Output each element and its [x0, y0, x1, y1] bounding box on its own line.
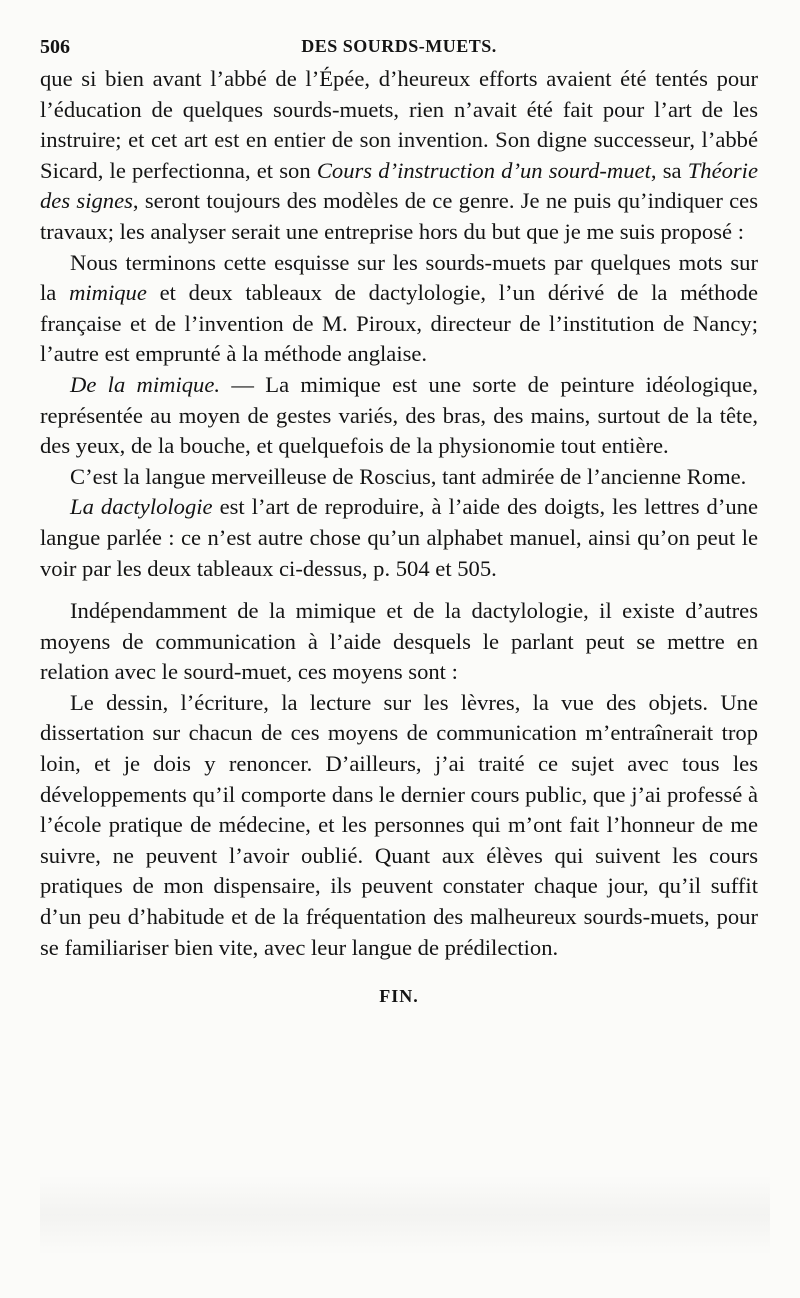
term-mimique: mimique	[69, 280, 147, 306]
paragraph-2-text-a: Nous terminons cette esquisse sur les sourds-muets par quelques mots sur la	[40, 249, 758, 306]
page-number: 506	[40, 36, 70, 58]
end-mark: FIN.	[379, 986, 419, 1007]
paragraph-5-text: est l’art de reproduire, à l’aide des doigts, les lettres d’une langue parlée : ce n’est autre chose qu’un alphabet manuel, ainsi qu’on peut le voir par les deux tableaux ci-dessus, p. 504 et 505.	[40, 494, 758, 581]
term-dactylologie: La dactylologie	[70, 494, 213, 520]
book-page	[40, 30, 758, 1012]
paragraph-6: Indépendamment de la mimique et de la dactylologie, il existe d’autres moyens de communication à l’aide desquels le parlant peut se mettre en relation avec le sourd-muet, ces moyens sont :	[40, 598, 758, 685]
paragraph-5	[40, 492, 758, 584]
paragraph-7: Le dessin, l’écriture, la lecture sur les lèvres, la vue des objets. Une dissertation sur chacun de ces moyens de communication m’entraînerait trop loin, et je dois y renoncer. D’ailleurs, j’ai traité ce sujet avec tous les développements qu’il comporte dans le dernier cours public, que j’ai professé à l’école pratique de médecine, et les personnes qui m’ont fait l’honneur de me suivre, ne peuvent l’avoir oublié. Quant aux élèves qui suivent les cours pratiques de mon dispensaire, ils peuvent constater chaque jour, qu’il suffit d’un peu d’habitude et de la fréquentation des malheureux sourds-muets, pour se familiariser bien vite, avec leur langue de prédilection.	[40, 689, 758, 960]
page-header	[40, 30, 758, 64]
paragraph-1-text-c: , seront toujours des modèles de ce genre. Je ne puis qu’indiquer ces travaux; les analyser serait une entreprise hors du but que je me suis proposé :	[40, 188, 758, 244]
paragraph-1-text-b: , sa	[650, 157, 688, 183]
running-title: DES SOURDS-MUETS.	[301, 36, 497, 56]
bleed-through-shadow	[40, 1175, 770, 1255]
paragraph-3	[40, 370, 758, 462]
paragraph-4: C’est la langue merveilleuse de Roscius, tant admirée de l’ancienne Rome.	[70, 463, 747, 489]
work-title-cours: Cours d’instruction d’un sourd-muet	[316, 157, 651, 183]
body-text	[40, 64, 758, 1012]
paragraph-1-text-a: que si bien avant l’abbé de l’Épée, d’heureux efforts avaient été tentés pour l’éducation de quelques sourds-muets, rien n’avait été fait pour l’art de les instruire; et cet art est en entier de son invention. Son digne successeur, l’abbé Sicard, le perfectionna, et son	[40, 66, 758, 183]
paragraph-1	[40, 64, 758, 248]
paragraph-2	[40, 248, 758, 370]
paragraph-3-text: — La mimique est une sorte de peinture idéologique, représentée au moyen de gestes variés, des bras, des mains, surtout de la tête, des yeux, de la bouche, et quelquefois de la physionomie tout entière.	[40, 371, 758, 459]
section-heading-mimique: De la mimique.	[70, 371, 221, 397]
paragraph-2-text-b: et deux tableaux de dactylologie, l’un dérivé de la méthode française et de l’invention de M. Piroux, directeur de l’institution de Nancy; l’autre est emprunté à la méthode anglaise.	[40, 280, 758, 367]
work-title-theorie: Théorie des signes	[40, 157, 758, 214]
